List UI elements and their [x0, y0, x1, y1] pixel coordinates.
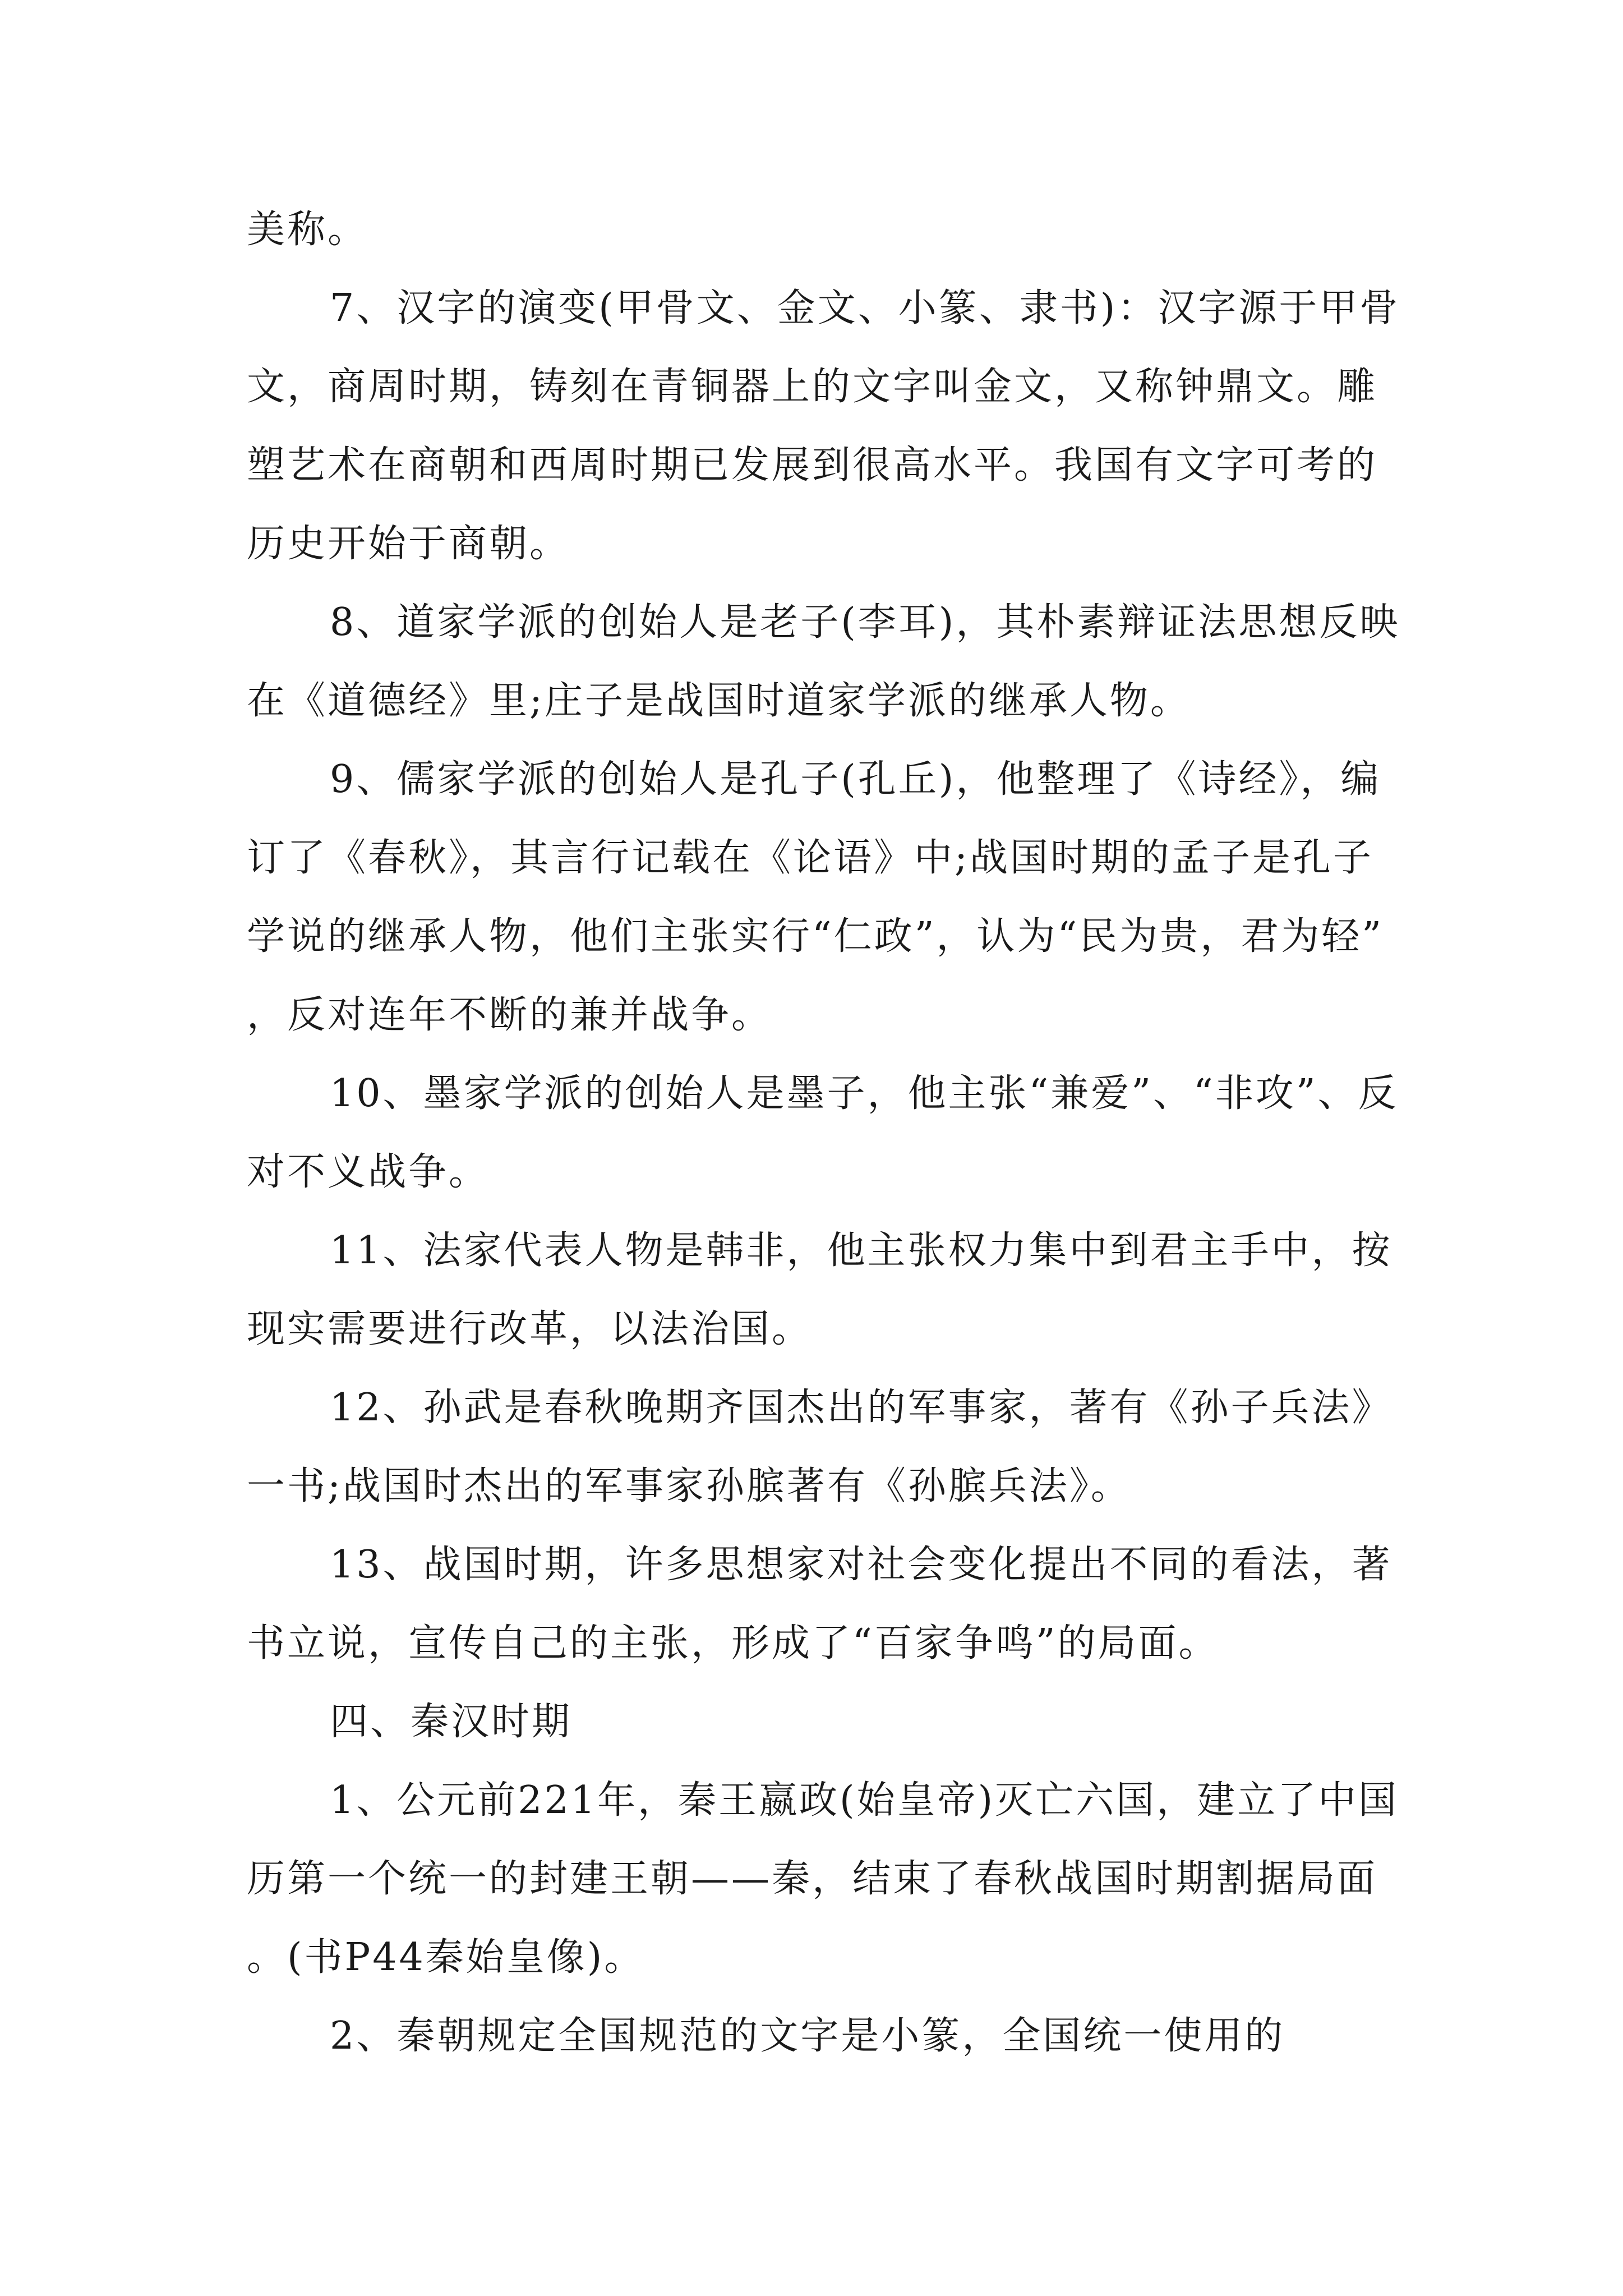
paragraph-item-13: 13、战国时期，许多思想家对社会变化提出不同的看法，著书立说，宣传自己的主张，形成了“百家争鸣”的局面。: [247, 1543, 1393, 1665]
paragraph-section-item-1: 1、公元前221年，秦王嬴政(始皇帝)灭亡六国，建立了中国历第一个统一的封建王朝——秦，结束了春秋战国时期割据局面。(书P44秦始皇像)。: [247, 1778, 1399, 1980]
paragraph-item-7: 7、汉字的演变(甲骨文、金文、小篆、隶书)：汉字源于甲骨文，商周时期，铸刻在青铜器上的文字叫金文，又称钟鼎文。雕塑艺术在商朝和西周时期已发展到很高水平。我国有文字可考的历史开始于商朝。: [247, 286, 1400, 566]
paragraph-item-9: 9、儒家学派的创始人是孔子(孔丘)，他整理了《诗经》，编订了《春秋》，其言行记载在《论语》中;战国时期的孟子是孔子学说的继承人物，他们主张实行“仁政”，认为“民为贵，君为轻”，反对连年不断的兼并战争。: [247, 757, 1384, 1037]
paragraph-item-10: 10、墨家学派的创始人是墨子，他主张“兼爱”、“非攻”、反对不义战争。: [247, 1071, 1399, 1194]
document-body: [247, 191, 1413, 2076]
paragraph-item-8: 8、道家学派的创始人是老子(李耳)，其朴素辩证法思想反映在《道德经》里;庄子是战国时道家学派的继承人物。: [247, 600, 1400, 723]
paragraph-section-item-2: 2、秦朝规定全国规范的文字是小篆，全国统一使用的: [330, 2014, 1285, 2058]
paragraph-item-11: 11、法家代表人物是韩非，他主张权力集中到君主手中，按现实需要进行改革，以法治国。: [247, 1228, 1393, 1351]
paragraph-continuation: 美称。: [247, 208, 368, 252]
section-heading: 四、秦汉时期: [330, 1700, 573, 1744]
paragraph-item-12: 12、孙武是春秋晚期齐国杰出的军事家，著有《孙子兵法》一书;战国时杰出的军事家孙膑著有《孙膑兵法》。: [247, 1386, 1393, 1508]
